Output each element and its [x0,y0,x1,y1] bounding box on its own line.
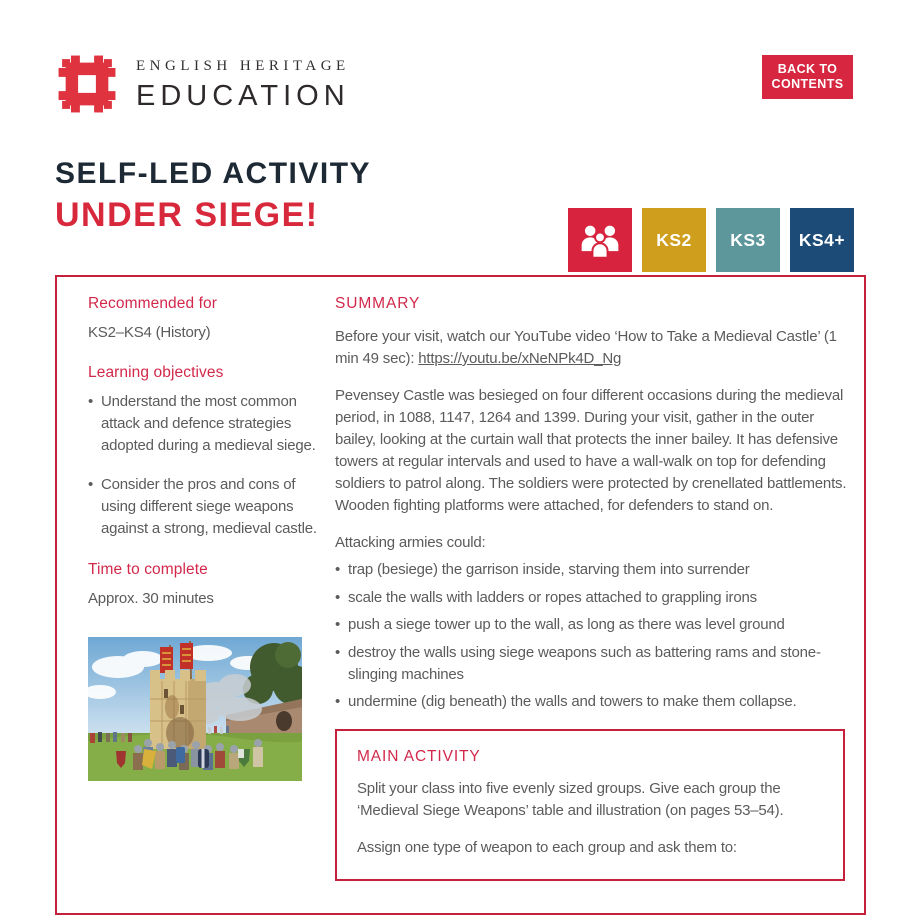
main-activity-paragraph-2: Assign one type of weapon to each group and ask them to: [357,839,737,856]
group-activity-badge [568,208,632,272]
siege-reenactment-photo [88,637,302,781]
main-activity-heading: MAIN ACTIVITY [357,748,481,765]
english-heritage-logo [55,52,350,116]
attack-list-intro: Attacking armies could: [335,534,486,551]
attack-method-item: • push a siege tower up to the wall, as long as there was level ground [335,614,847,636]
page-title-block [55,157,371,235]
objective-item: • Understand the most common attack and defence strategies adopted during a medieval siege. [88,391,320,457]
key-stage-badges [568,208,854,272]
attack-method-item: • scale the walls with ladders or ropes attached to grappling irons [335,587,847,609]
back-button-line2: CONTENTS [771,77,844,91]
badge-ks3-label: KS3 [730,229,766,250]
brand-name: ENGLISH HERITAGE [136,58,350,74]
attack-methods-list [335,559,847,713]
recommended-for-value: KS2–KS4 (History) [88,324,211,341]
activity-type-title: SELF-LED ACTIVITY [55,157,372,190]
learning-objectives-list [88,391,320,540]
brand-division: EDUCATION [136,80,350,112]
objective-item: • Consider the pros and cons of using different siege weapons against a strong, medieval castle. [88,474,320,540]
activity-sheet-panel [55,275,866,915]
recommended-for-heading: Recommended for [88,295,218,312]
learning-objectives-heading: Learning objectives [88,364,224,381]
attack-method-item: • trap (besiege) the garrison inside, starving them into surrender [335,559,847,581]
sidebar [88,295,320,781]
page-title: UNDER SIEGE! [55,196,319,234]
back-button-line1: BACK TO [777,62,838,76]
portcullis-logo-icon [55,52,119,116]
badge-ks4plus-label: KS4+ [798,229,846,250]
main-activity-box [335,729,845,881]
time-to-complete-value: Approx. 30 minutes [88,590,214,607]
main-activity-paragraph-1: Split your class into five evenly sized groups. Give each group the ‘Medieval Siege Weapons’ table and illustration (on pages 53–54). [357,780,784,819]
badge-ks2-label: KS2 [656,229,692,250]
time-to-complete-heading: Time to complete [88,561,208,578]
summary-history-paragraph: Pevensey Castle was besieged on four different occasions during the medieval period, in 1088, 1147, 1264 and 1399. During your visit, gather in the outer bailey, looking at the curtain wall that protects the inner bailey. It has defensive towers at regular intervals and used to have a wall-walk on top for defending soldiers to patrol along. The soldiers were protected by crenellated battlements. Wooden fighting platforms were attached, for defenders to stand on. [335,387,847,514]
back-to-contents-button[interactable] [762,55,853,99]
summary-intro-paragraph [335,326,847,370]
summary-heading: SUMMARY [335,295,421,312]
youtube-link[interactable]: https://youtu.be/xNeNPk4D_Ng [418,350,622,367]
attack-method-item: • destroy the walls using siege weapons such as battering rams and stone-slinging machines [335,642,847,686]
badge-ks4plus [790,208,854,272]
badge-ks2 [642,208,706,272]
badge-ks3 [716,208,780,272]
group-people-icon [579,221,621,259]
summary-section [335,295,847,881]
summary-intro-text: Before your visit, watch our YouTube video ‘How to Take a Medieval Castle’ (1 min 49 sec): [335,328,837,367]
attack-method-item: • undermine (dig beneath) the walls and towers to make them collapse. [335,691,847,713]
